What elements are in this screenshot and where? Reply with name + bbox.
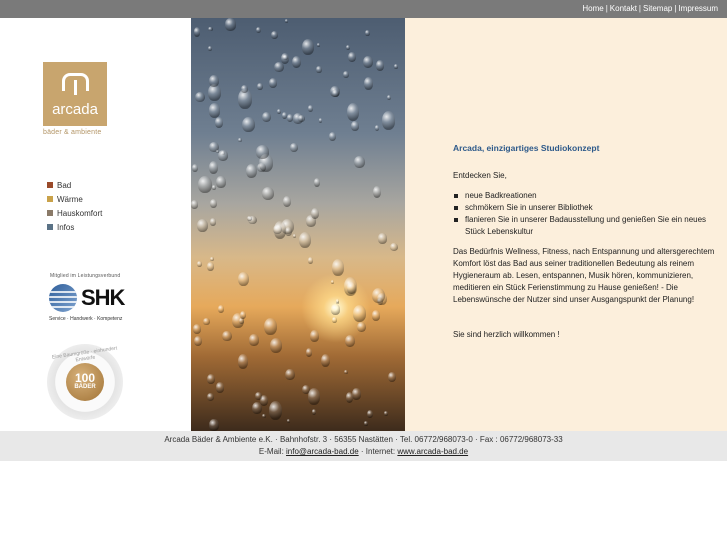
email-label: E-Mail:: [258, 447, 284, 456]
water-drop: [316, 66, 321, 73]
water-drop: [352, 388, 360, 399]
sidebar-item-label: Wärme: [57, 194, 83, 204]
square-bullet-icon: [47, 210, 53, 216]
page-headline: Arcada, einzigartiges Studiokonzept: [453, 143, 600, 153]
shk-subtitle: Service · Handwerk · Kompetenz: [49, 316, 123, 322]
sidebar-item-hauskomfort[interactable]: [47, 206, 102, 220]
water-drop: [336, 299, 339, 303]
globe-icon: [49, 284, 77, 312]
water-drop: [329, 132, 337, 142]
water-drop: [346, 392, 353, 402]
water-drop: [264, 318, 277, 335]
water-drop: [319, 118, 322, 123]
water-drop: [285, 369, 295, 381]
water-drop: [321, 354, 330, 367]
water-drop: [197, 261, 202, 267]
arcada-logo[interactable]: [43, 62, 107, 126]
greeting-text: Sie sind herzlich willkommen !: [453, 330, 560, 339]
water-drop: [193, 324, 201, 334]
water-drop: [376, 60, 384, 70]
water-drop: [218, 305, 224, 313]
sidebar-item-bad[interactable]: [47, 178, 102, 192]
water-drop: [302, 39, 314, 55]
water-drop: [238, 354, 248, 369]
100-baeder-badge[interactable]: [47, 344, 123, 420]
list-item: neue Badkreationen: [453, 190, 718, 202]
water-drop: [298, 115, 305, 123]
water-drop: [274, 221, 286, 239]
water-drop: [363, 56, 373, 68]
sidebar-item-label: Hauskomfort: [57, 208, 103, 218]
water-drop: [262, 112, 271, 122]
water-drop: [209, 419, 218, 431]
water-drop: [209, 161, 218, 174]
water-drop: [292, 56, 301, 69]
water-drop: [194, 27, 200, 36]
water-drop: [287, 419, 291, 423]
water-drop: [257, 83, 263, 90]
water-drop: [287, 114, 293, 122]
water-drop: [387, 95, 391, 100]
water-drop: [210, 218, 216, 225]
badge-number: 100: [74, 371, 96, 385]
sidebar-item-label: Bad: [57, 180, 72, 190]
water-drop: [208, 46, 212, 52]
water-drop: [210, 257, 214, 261]
internet-label: · Internet:: [360, 447, 396, 456]
water-drop: [208, 27, 213, 32]
water-drop: [357, 322, 366, 333]
water-drop: [351, 121, 359, 130]
water-drop: [242, 117, 255, 132]
water-drop: [365, 30, 369, 36]
water-drop: [293, 234, 297, 238]
water-drop: [388, 372, 396, 382]
water-drop: [247, 216, 252, 221]
water-drop: [225, 18, 237, 30]
water-drop: [344, 370, 348, 374]
badge-seal-icon: [66, 363, 104, 401]
water-drop: [194, 336, 202, 346]
shk-wordmark: SHK: [81, 285, 125, 310]
water-drop: [195, 92, 205, 102]
water-drop: [207, 393, 214, 401]
email-link[interactable]: info@arcada-bad.de: [286, 447, 359, 456]
water-drop: [277, 109, 281, 114]
water-drop: [332, 259, 344, 276]
water-drop: [285, 227, 291, 236]
water-drop: [203, 318, 210, 325]
square-bullet-icon: [47, 182, 53, 188]
water-drop: [390, 243, 398, 251]
water-drop: [191, 200, 198, 208]
water-drop: [290, 143, 298, 152]
water-drop: [222, 331, 231, 342]
water-drop: [344, 277, 357, 296]
water-drop: [382, 111, 396, 130]
sidebar-nav: [47, 178, 102, 234]
nav-link-sitemap[interactable]: Sitemap: [643, 4, 673, 13]
water-drop: [372, 288, 385, 303]
footer-contact-line: [0, 446, 727, 458]
water-drop: [332, 90, 339, 97]
list-item: schmökern Sie in unserer Bibliothek: [453, 202, 718, 214]
water-drop: [271, 31, 278, 39]
raindrops-sunset-photo: [191, 18, 405, 431]
water-drop: [216, 176, 225, 188]
water-drop: [306, 348, 313, 357]
water-drop: [256, 27, 261, 34]
water-drop: [317, 43, 320, 47]
water-drop: [216, 382, 225, 393]
intro-text: Entdecken Sie,: [453, 171, 507, 180]
water-drop: [255, 392, 262, 400]
water-drop: [192, 164, 198, 173]
water-drop: [197, 219, 208, 232]
water-drop: [345, 335, 355, 347]
water-drop: [367, 410, 373, 418]
body-paragraph: Das Bedürfnis Wellness, Fitness, nach Entspannung und altersgerechtem Komfort löst das Bad aus seiner traditionellen Bedeutung als reinem Hygieneraum ab. Lesen, entspannen, Musik hören, kommunizieren, meditieren ein Stück Ferienstimmung zu Hause genießen! - Die Lebenswünsche der Nutzer sind unser Ausgangspunkt der Planung!: [453, 247, 715, 304]
top-navigation: [0, 0, 727, 18]
water-drop: [353, 305, 366, 322]
brand-tagline: bäder & ambiente: [43, 129, 102, 136]
water-drop: [332, 317, 337, 323]
water-drop: [249, 334, 258, 345]
left-column: [0, 18, 191, 431]
water-drop: [384, 411, 389, 416]
badge-ring-text: Eine Baumgröße · einhundert Entwürfe: [51, 345, 118, 364]
water-drop: [372, 310, 381, 320]
water-drop: [347, 103, 359, 121]
water-drop: [314, 178, 320, 187]
water-drop: [346, 45, 350, 50]
logo-text: arcada: [52, 101, 98, 118]
water-drop: [246, 164, 257, 178]
water-drop: [378, 233, 388, 244]
water-drop: [348, 52, 356, 62]
badge-label: BÄDER: [74, 384, 96, 390]
water-drop: [270, 338, 283, 353]
feature-list: [453, 190, 718, 238]
water-drop: [207, 374, 215, 384]
water-drop: [262, 414, 266, 418]
water-drop: [238, 272, 249, 286]
water-drop: [311, 208, 319, 220]
nav-link-home[interactable]: Home: [582, 4, 604, 13]
water-drop: [210, 199, 217, 208]
water-drop: [308, 388, 320, 405]
logo-arch-icon: [62, 73, 89, 91]
water-drop: [218, 150, 229, 161]
water-drop: [343, 71, 349, 78]
shk-logo[interactable]: [47, 282, 141, 322]
water-drop: [198, 176, 212, 193]
water-drop: [252, 402, 262, 414]
website-link[interactable]: www.arcada-bad.de: [397, 447, 469, 456]
nav-link-impressum[interactable]: Impressum: [678, 4, 718, 13]
water-drop: [308, 105, 314, 112]
water-drop: [262, 187, 274, 200]
water-drop: [269, 78, 277, 88]
water-drop: [207, 262, 214, 270]
water-drop: [209, 75, 219, 87]
water-drop: [209, 103, 221, 117]
water-drop: [308, 257, 313, 264]
nav-link-kontakt[interactable]: Kontakt: [609, 4, 637, 13]
water-drop: [331, 304, 341, 314]
water-drop: [310, 330, 319, 342]
water-drop: [256, 145, 269, 158]
water-drop: [281, 53, 289, 64]
water-drop: [240, 311, 246, 319]
nav-separator: |: [605, 4, 608, 13]
sidebar-item-label: Infos: [57, 222, 75, 232]
water-drop: [283, 196, 291, 207]
water-drop: [238, 138, 242, 142]
main-content: [405, 18, 727, 431]
water-drop: [269, 401, 282, 420]
water-drop: [354, 156, 364, 168]
footer-address: Arcada Bäder & Ambiente e.K. · Bahnhofstr. 3 · 56355 Nastätten · Tel. 06772/968073-0 · Fax : 06772/968073-33: [164, 435, 563, 444]
water-drop: [364, 77, 373, 90]
list-item: flanieren Sie in unserer Badausstellung und genießen Sie ein neues Stück Lebenskultur: [453, 214, 718, 238]
water-drop: [215, 117, 223, 128]
nav-separator: |: [638, 4, 641, 13]
water-drop: [375, 125, 379, 131]
water-drop: [212, 185, 216, 190]
sidebar-item-infos[interactable]: [47, 220, 102, 234]
water-drop: [394, 64, 397, 69]
nav-separator: |: [674, 4, 677, 13]
footer: [0, 431, 727, 461]
square-bullet-icon: [47, 224, 53, 230]
water-drop: [282, 112, 287, 119]
shk-caption: Mitglied im Leistungsverbund: [50, 273, 121, 279]
water-drop: [299, 232, 311, 249]
water-drop: [373, 186, 381, 198]
water-drop: [312, 409, 316, 415]
water-drop: [274, 62, 284, 72]
water-drop: [241, 85, 248, 93]
water-drop: [364, 421, 369, 426]
square-bullet-icon: [47, 196, 53, 202]
sidebar-item-waerme[interactable]: [47, 192, 102, 206]
water-drop: [285, 19, 288, 23]
